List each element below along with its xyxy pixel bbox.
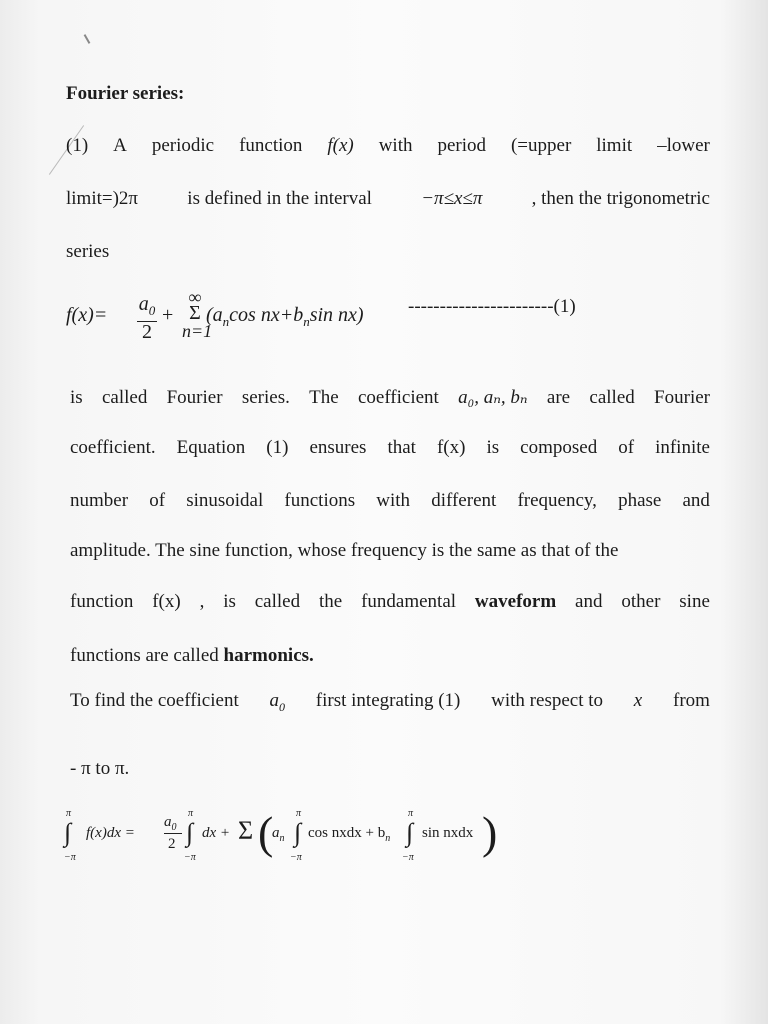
text-word: period: [437, 135, 486, 156]
text-word: are: [546, 387, 571, 408]
plus-sign: +: [162, 304, 174, 326]
coefficient-an: [272, 825, 285, 844]
paragraph-line: [70, 645, 314, 667]
equation-fourier-series: [66, 286, 626, 350]
integral-upper-limit: π: [408, 808, 414, 819]
subscript: 0: [171, 822, 177, 833]
text-word: Fourier: [166, 387, 223, 408]
text-word: the: [318, 591, 343, 612]
text-word: is: [223, 591, 236, 612]
text-word: frequency,: [517, 490, 597, 511]
summation: [182, 287, 213, 341]
text-word: limit: [596, 135, 633, 156]
fraction-numerator: [136, 294, 158, 321]
term-text: cos nx+b: [229, 304, 304, 326]
text-word: ,: [199, 591, 205, 612]
text-word: f(x): [436, 437, 466, 458]
paragraph-line: [70, 387, 710, 409]
text-segment: limit=)2π: [66, 188, 139, 209]
text-word: and: [575, 591, 603, 612]
text-word: infinite: [655, 437, 710, 458]
integral-sign: ∫: [64, 818, 72, 847]
text-word: (=upper: [510, 135, 572, 156]
integral-lower-limit: −π: [402, 852, 414, 863]
text-word: series.: [241, 387, 290, 408]
text-word: function: [239, 135, 303, 156]
text-word: is: [486, 437, 500, 458]
fraction-denominator: 2: [142, 321, 152, 343]
math-expression: [270, 690, 286, 718]
text-word: phase: [618, 490, 662, 511]
text-segment: first integrating (1): [315, 690, 461, 711]
text-segment: To find the coefficient: [70, 690, 239, 711]
text-word: (1): [66, 135, 89, 156]
dx-term: dx +: [202, 825, 231, 841]
text-word: other: [621, 591, 661, 612]
text-word: composed: [520, 437, 598, 458]
integral-sign: ∫: [186, 818, 194, 847]
paragraph-line: - π to π.: [70, 758, 130, 779]
fraction: [136, 294, 158, 342]
text-word: –lower: [657, 135, 710, 156]
equation-number: -----------------------(1): [408, 296, 576, 317]
integral-upper-limit: π: [66, 808, 72, 819]
cos-term: [308, 825, 390, 844]
text-word-bold: waveform: [474, 591, 557, 612]
text-word: of: [618, 437, 635, 458]
subscript: n: [303, 314, 310, 329]
term-text: sin nx): [309, 304, 364, 326]
text-word: Fourier: [654, 387, 710, 408]
text-word: functions: [284, 490, 356, 511]
series-term: [206, 304, 364, 330]
integral-sign: ∫: [294, 818, 302, 847]
text-word: ensures: [309, 437, 367, 458]
text-word: with: [378, 135, 413, 156]
symbol: a: [138, 293, 149, 315]
text-word: that: [387, 437, 416, 458]
sigma-symbol: Σ: [238, 816, 254, 845]
text-word: coefficient.: [70, 437, 156, 458]
paragraph-line: [70, 591, 710, 613]
symbol: a: [164, 814, 172, 830]
paragraph-line: [70, 690, 710, 718]
text-word: different: [431, 490, 497, 511]
text-word: fundamental: [361, 591, 457, 612]
close-parenthesis: ): [482, 807, 498, 858]
text-word: A: [113, 135, 127, 156]
text-word: f(x): [152, 591, 181, 612]
symbol: a: [272, 825, 280, 841]
text-word: of: [149, 490, 166, 511]
paragraph-line: [70, 490, 710, 512]
sum-upper-limit: ∞: [188, 287, 202, 307]
text-word-bold: harmonics.: [223, 645, 314, 666]
text-word: from: [673, 690, 710, 711]
integral-upper-limit: π: [296, 808, 302, 819]
paragraph-line: [70, 437, 710, 459]
math-expression: −π≤x≤π: [421, 188, 483, 209]
subscript: n: [279, 833, 285, 844]
sin-term: sin nxdx: [422, 825, 474, 841]
subscript: 0: [279, 699, 286, 714]
text-word: Equation: [176, 437, 246, 458]
equation-integral: [64, 802, 504, 872]
subscript: n: [385, 833, 391, 844]
fraction-numerator: [164, 814, 177, 833]
paragraph-line: amplitude. The sine function, whose frequency is the same as that of the: [70, 540, 619, 561]
text-word: periodic: [151, 135, 215, 156]
paragraph-line: [66, 188, 710, 210]
scan-mark: [84, 34, 91, 44]
text-segment: is defined in the interval: [187, 188, 372, 209]
subscript: 0: [148, 303, 156, 318]
sum-lower-limit: n=1: [182, 321, 213, 341]
open-parenthesis: (: [258, 807, 274, 858]
text-segment: , then the trigonometric: [531, 188, 710, 209]
symbol: a: [269, 690, 280, 711]
term-text: (a: [206, 304, 223, 326]
term-text: cos nxdx + b: [308, 825, 386, 841]
integral-lower-limit: −π: [184, 852, 196, 863]
text-word: coefficient: [357, 387, 439, 408]
integrand: f(x)dx =: [86, 825, 135, 841]
equation-lhs: f(x)=: [66, 304, 108, 326]
paragraph-line: [66, 135, 710, 157]
subscript: n: [222, 314, 230, 329]
paragraph-line: series: [66, 241, 110, 262]
sigma-symbol: Σ: [189, 302, 201, 324]
math-expression: x: [633, 690, 643, 711]
text-segment: functions are called: [70, 645, 219, 666]
text-word: and: [682, 490, 710, 511]
integral-upper-limit: π: [188, 808, 194, 819]
integral-lower-limit: −π: [290, 852, 302, 863]
math-expression: f(x): [327, 135, 354, 156]
text-word: sine: [679, 591, 710, 612]
text-word: called: [254, 591, 301, 612]
text-word: function: [70, 591, 134, 612]
text-word: called: [589, 387, 635, 408]
text-word: is: [70, 387, 83, 408]
page-title: Fourier series:: [66, 83, 185, 104]
integral-lower-limit: −π: [64, 852, 76, 863]
text-word: with: [376, 490, 411, 511]
integral-sign: ∫: [406, 818, 414, 847]
fraction-denominator: 2: [168, 836, 176, 852]
text-segment: with respect to: [491, 690, 604, 711]
text-word: number: [70, 490, 129, 511]
math-expression: a₀, aₙ, bₙ: [458, 387, 528, 408]
fraction-bar: [164, 833, 182, 834]
text-word: called: [101, 387, 148, 408]
text-word: The: [309, 387, 339, 408]
text-word: (1): [266, 437, 289, 458]
text-word: sinusoidal: [186, 490, 264, 511]
